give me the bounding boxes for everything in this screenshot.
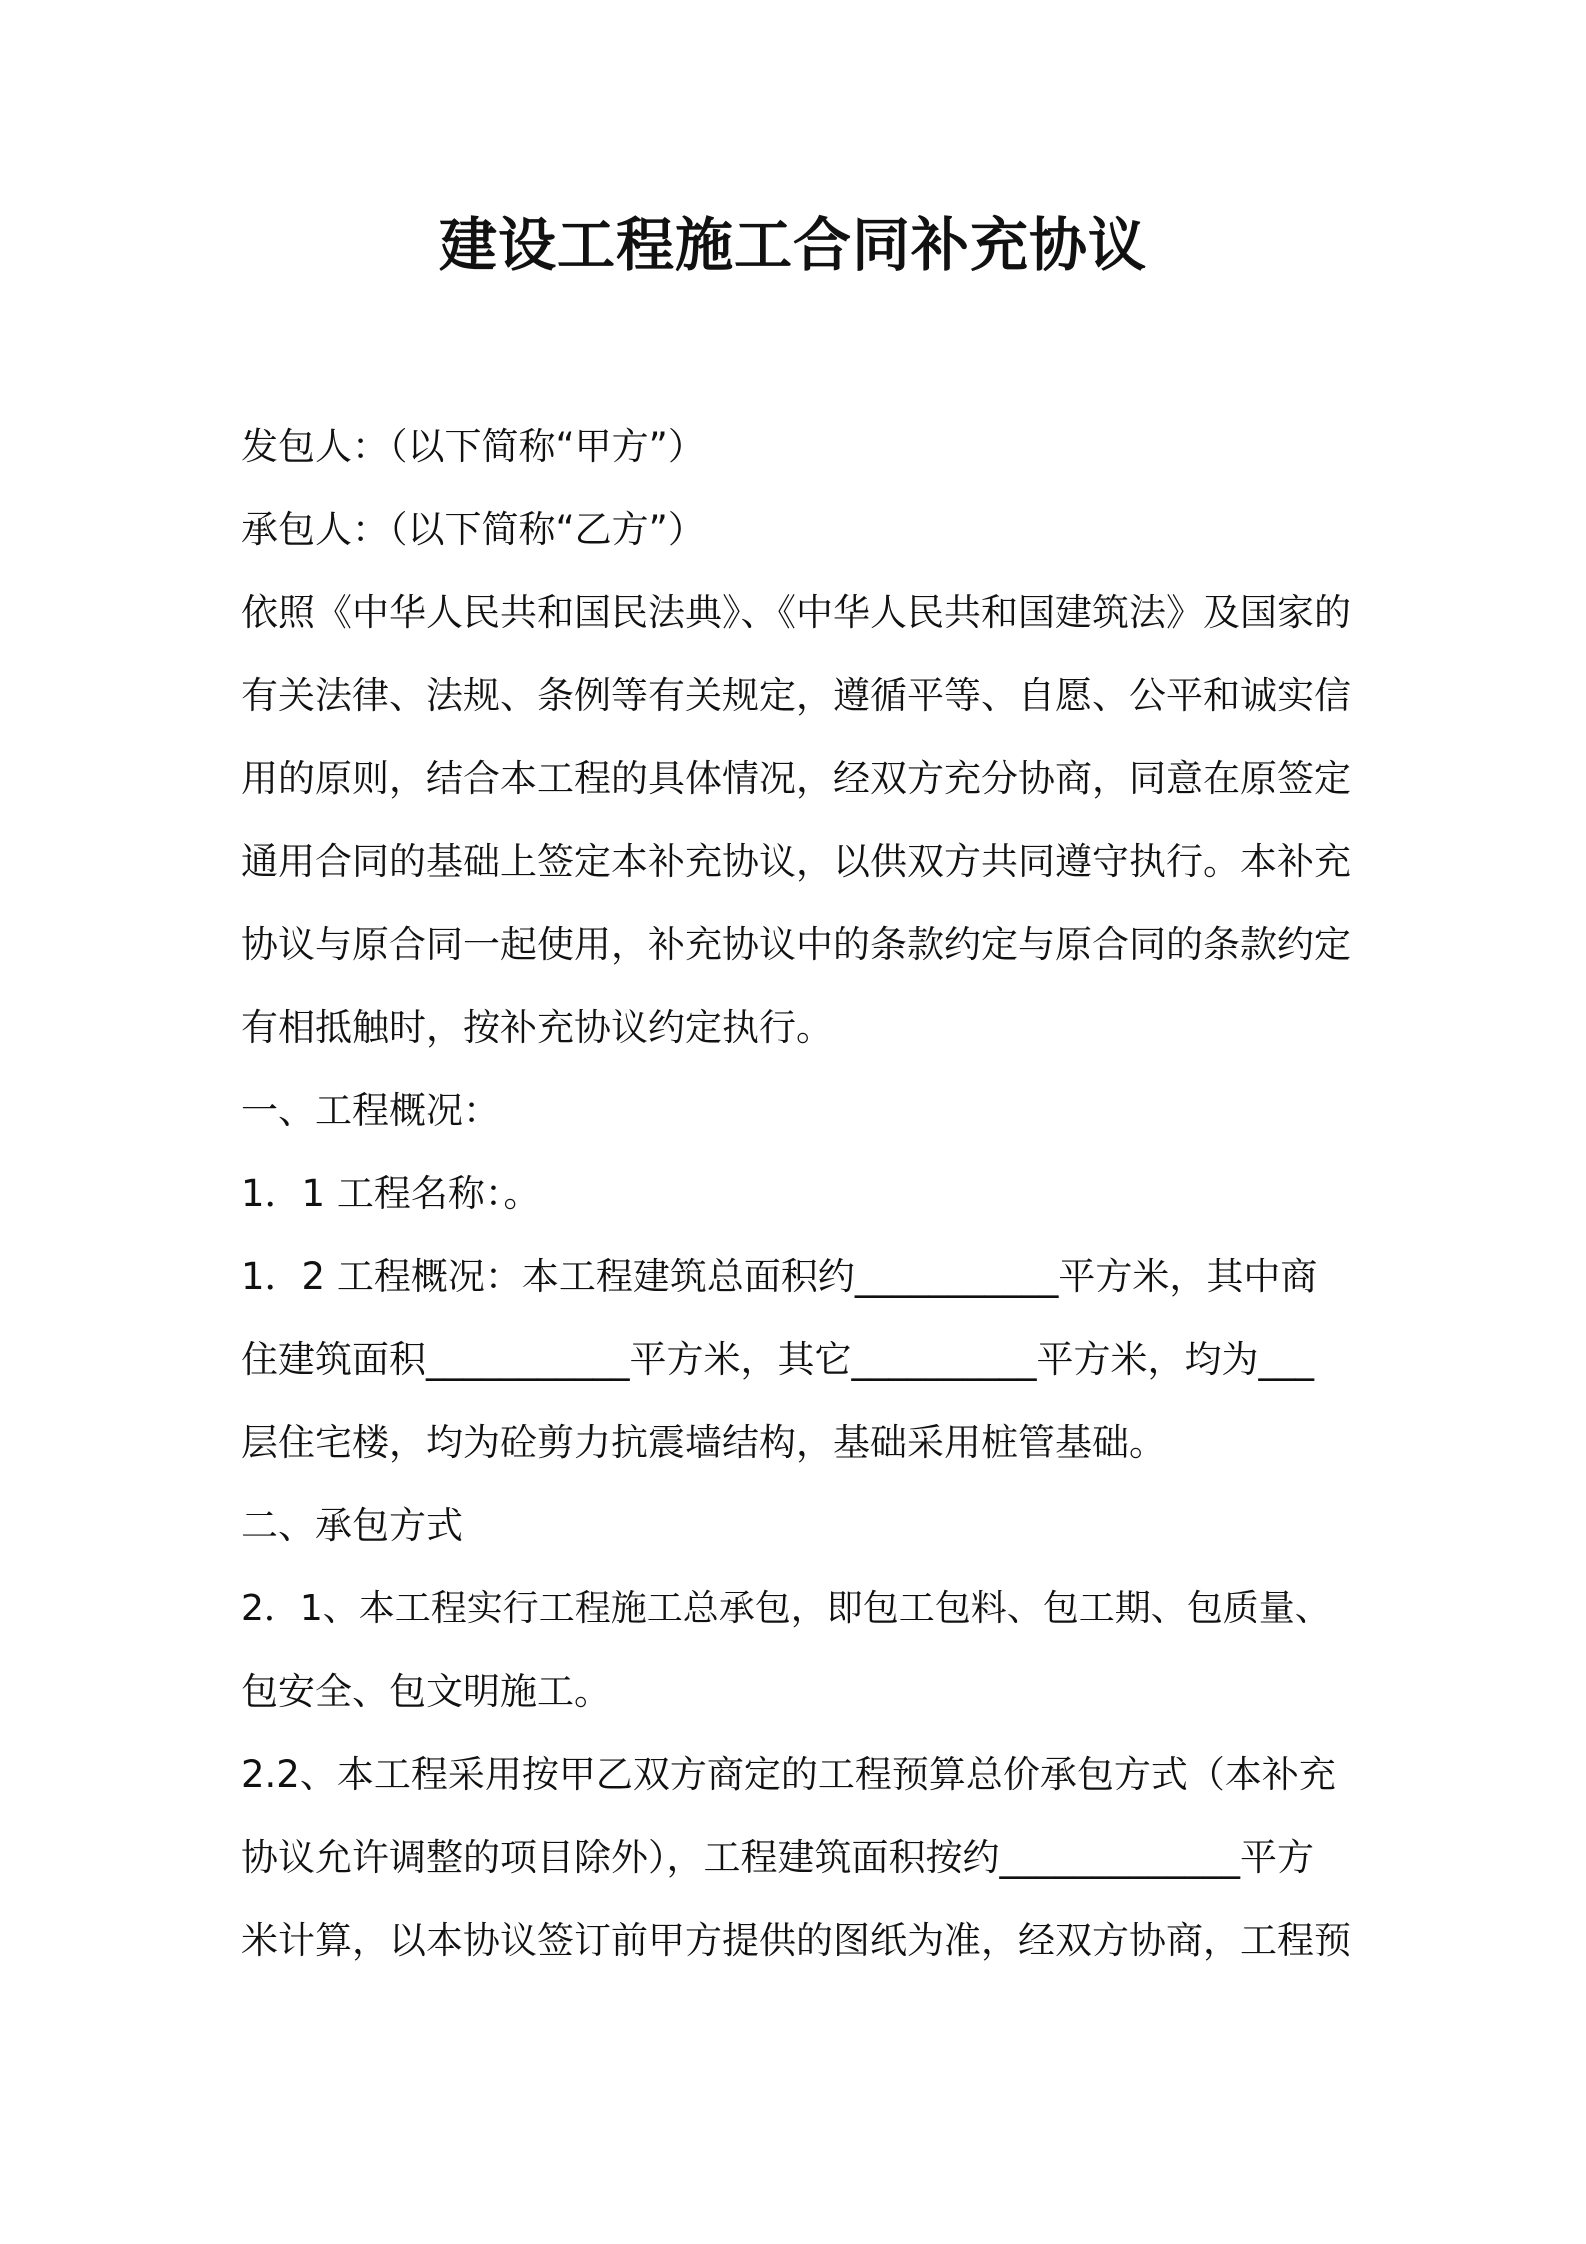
clause-line: 包安全、包文明施工。 bbox=[241, 1670, 611, 1713]
section-heading: 一、工程概况： bbox=[241, 1089, 500, 1132]
paragraph-line: 发包人：（以下简称“甲方”） bbox=[241, 425, 705, 468]
paragraph-line: 有相抵触时，按补充协议约定执行。 bbox=[241, 1006, 833, 1049]
clause-line: 1．2 工程概况：本工程建筑总面积约___________平方米，其中商 bbox=[241, 1255, 1318, 1298]
paragraph-line: 有关法律、法规、条例等有关规定，遵循平等、自愿、公平和诚实信 bbox=[241, 674, 1351, 717]
clause-line: 协议允许调整的项目除外），工程建筑面积按约_____________平方 bbox=[241, 1836, 1314, 1879]
clause-line: 层住宅楼，均为砼剪力抗震墙结构，基础采用桩管基础。 bbox=[241, 1421, 1166, 1464]
clause-line: 米计算，以本协议签订前甲方提供的图纸为准，经双方协商，工程预 bbox=[241, 1919, 1351, 1962]
document-body bbox=[241, 405, 1351, 1982]
paragraph-line: 用的原则，结合本工程的具体情况，经双方充分协商，同意在原签定 bbox=[241, 757, 1351, 800]
clause-line: 1．1 工程名称：。 bbox=[241, 1172, 541, 1215]
paragraph-line: 依照《中华人民共和国民法典》、《中华人民共和国建筑法》及国家的 bbox=[241, 591, 1351, 634]
clause-line: 2．1、本工程实行工程施工总承包，即包工包料、包工期、包质量、 bbox=[241, 1588, 1331, 1629]
paragraph-line: 承包人：（以下简称“乙方”） bbox=[241, 508, 705, 551]
paragraph-line: 通用合同的基础上签定本补充协议，以供双方共同遵守执行。本补充 bbox=[241, 840, 1351, 883]
clause-line: 2.2、本工程采用按甲乙双方商定的工程预算总价承包方式（本补充 bbox=[241, 1753, 1336, 1796]
document-title: 建设工程施工合同补充协议 bbox=[438, 211, 1147, 279]
section-heading: 二、承包方式 bbox=[241, 1504, 463, 1547]
paragraph-line: 协议与原合同一起使用，补充协议中的条款约定与原合同的条款约定 bbox=[241, 923, 1351, 966]
clause-line: 住建筑面积___________平方米，其它__________平方米，均为___ bbox=[241, 1338, 1314, 1381]
